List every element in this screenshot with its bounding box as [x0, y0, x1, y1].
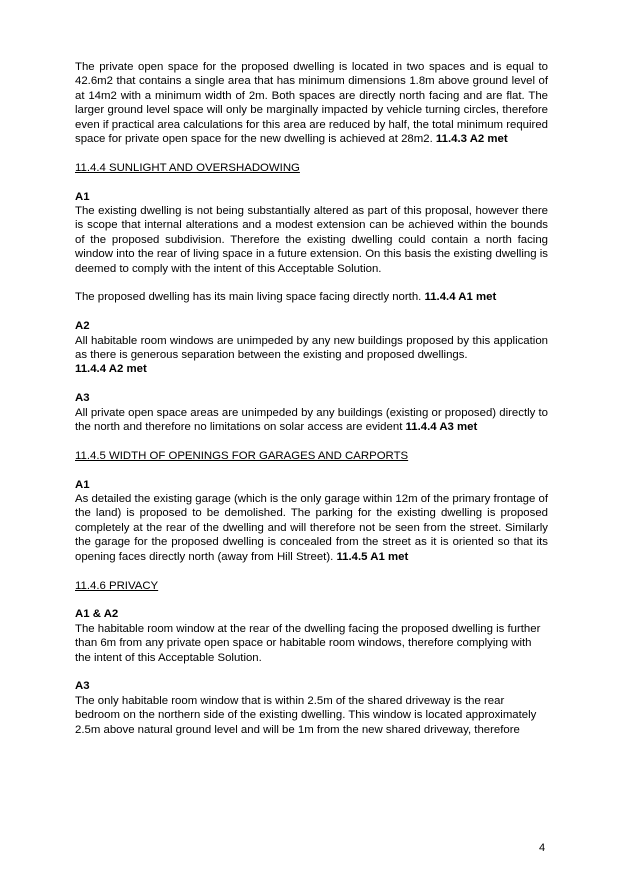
para-444-a3	[75, 406, 548, 435]
para-444-a1-living-space	[75, 290, 548, 304]
para-444-a1: The existing dwelling is not being substantially altered as part of this proposal, however there is scope that internal alterations and a modest extension can be achieved within the bounds of the proposed subdivision. Therefore the existing dwelling could contain a north facing window into the rear of living space in a future extension. On this basis the existing dwelling is deemed to comply with the intent of this Acceptable Solution.	[75, 205, 548, 275]
page-body	[75, 60, 548, 737]
page-number: 4	[539, 842, 546, 854]
label-446-a1-a2: A1 & A2	[75, 608, 119, 621]
result-11-4-4-a2: 11.4.4 A2 met	[75, 363, 147, 376]
para-445-a1	[75, 492, 548, 564]
heading-sunlight-overshadowing: 11.4.4 SUNLIGHT AND OVERSHADOWING	[75, 161, 300, 174]
result-11-4-4-a1: 11.4.4 A1 met	[424, 291, 497, 304]
label-445-a1: A1	[75, 478, 90, 491]
private-open-space-text: The private open space for the proposed dwelling is located in two spaces and is equal to 42.6m2 that contains a single area that has minimum dimensions 1.8m above ground level of at 14m2 with a minimum width of 2m. Both spaces are directly north facing and are flat. The larger ground level space will only be marginally impacted by vehicle turning circles, therefore even if practical area calculations for this area are reduced by half, the total minimum required space for private open space for the new dwelling is achieved at 28m2.	[75, 61, 548, 146]
label-444-a2: A2	[75, 320, 90, 333]
result-11-4-3-a2: 11.4.3 A2 met	[435, 133, 508, 146]
label-444-a3: A3	[75, 392, 90, 405]
para-446-a1-a2: The habitable room window at the rear of the dwelling facing the proposed dwelling is further than 6m from any private open space or habitable room windows, therefore complying with the intent of this Acceptable Solution.	[75, 622, 541, 664]
heading-privacy: 11.4.6 PRIVACY	[75, 579, 159, 592]
heading-width-of-openings: 11.4.5 WIDTH OF OPENINGS FOR GARAGES AND CARPORTS	[75, 449, 409, 462]
label-446-a3: A3	[75, 680, 90, 693]
living-space-text: The proposed dwelling has its main living space facing directly north.	[75, 291, 422, 304]
garage-text: As detailed the existing garage (which is the only garage within 12m of the primary frontage of the land) is proposed to be demolished. The parking for the existing dwelling is proposed completely at the rear of the dwelling and will therefore not be seen from the street. Similarly the garage for the proposed dwelling is concealed from the street as it is oriented so that its opening faces directly north (away from Hill Street).	[75, 493, 548, 563]
para-444-a2: All habitable room windows are unimpeded by any new buildings proposed by this application as there is generous separation between the existing and proposed dwellings.	[75, 334, 548, 362]
result-11-4-5-a1: 11.4.5 A1 met	[336, 550, 409, 563]
result-11-4-4-a3: 11.4.4 A3 met	[405, 421, 478, 434]
label-444-a1: A1	[75, 190, 90, 203]
a3-text: All private open space areas are unimpeded by any buildings (existing or proposed) directly to the north and therefore no limitations on solar access are evident	[75, 406, 548, 434]
private-open-space-paragraph	[75, 60, 548, 146]
para-446-a3: The only habitable room window that is within 2.5m of the shared driveway is the rear bedroom on the northern side of the existing dwelling. This window is located approximately 2.5m above natural ground level and will be 1m from the new shared driveway, therefore	[75, 694, 537, 736]
